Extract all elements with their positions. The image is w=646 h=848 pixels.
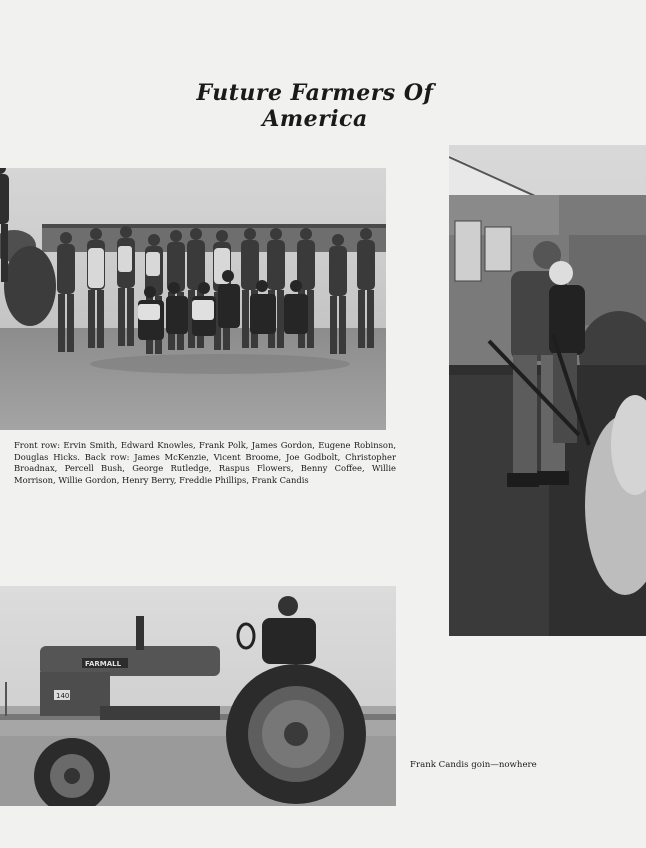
tractor-brand-label: FARMALL xyxy=(85,660,122,668)
tractor-model-label: 140 xyxy=(56,692,70,700)
group-photo-caption: Front row: Ervin Smith, Edward Knowles, Frank Polk, James Gordon, Eugene Robinson, Douglas Hicks. Back row: James McKenzie, Vicent Broome, Joe Godbolt, Christopher Broadnax, Percell Bush, George Rutledge, Raspus Flowers, Benny Coffee, Willie Morrison, Willie Gordon, Henry Berry, Freddie Phillips, Frank Candis xyxy=(14,440,396,485)
page-title: Future Farmers Of America xyxy=(196,80,434,132)
tractor-photo xyxy=(0,586,396,806)
tractor-photo-caption: Frank Candis goin—nowhere xyxy=(410,760,537,770)
garden-photo xyxy=(449,145,646,636)
group-photo xyxy=(0,168,386,430)
